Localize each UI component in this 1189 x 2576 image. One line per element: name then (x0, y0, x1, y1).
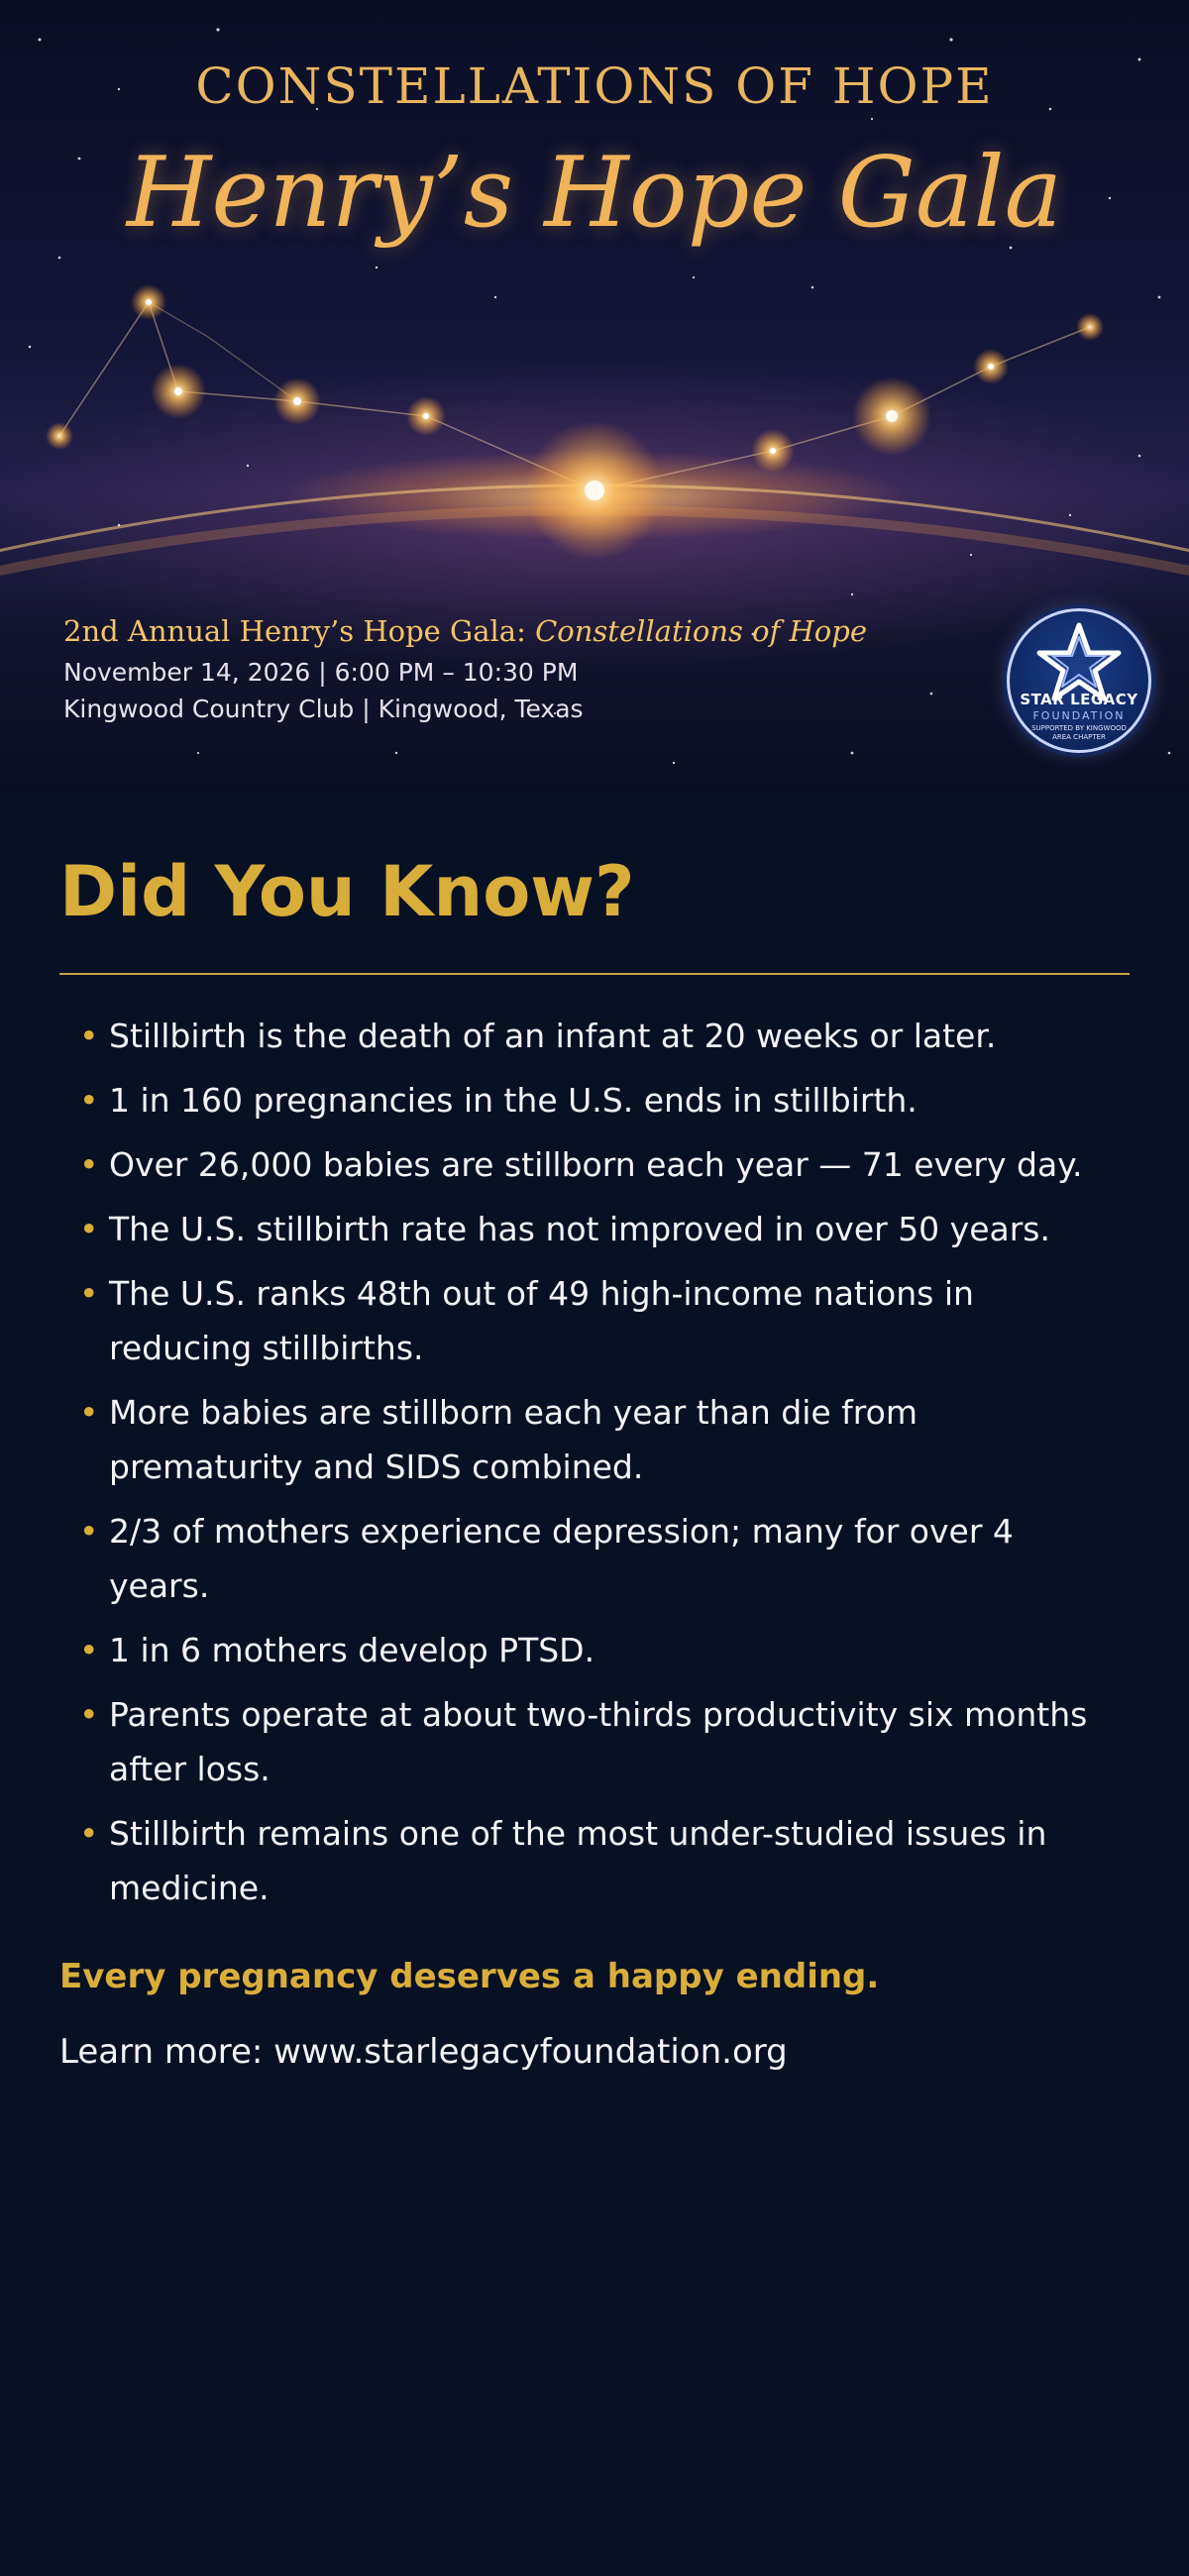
star-legacy-badge (1007, 608, 1151, 753)
fact-text: The U.S. stillbirth rate has not improved in over 50 years. (109, 1210, 1050, 1248)
fact-text: 1 in 6 mothers develop PTSD. (109, 1631, 595, 1669)
facts-list (59, 1009, 1130, 1915)
fact-text: 1 in 160 pregnancies in the U.S. ends in stillbirth. (109, 1081, 918, 1120)
bullet-icon: • (79, 1274, 99, 1313)
fact-text: Parents operate at about two-thirds productivity six months after loss. (109, 1695, 1088, 1788)
list-item (59, 1202, 1100, 1256)
list-item (59, 1266, 1100, 1375)
fact-text: More babies are stillborn each year than die from prematurity and SIDS combined. (109, 1393, 918, 1486)
bullet-icon: • (79, 1512, 99, 1551)
list-item (59, 1504, 1100, 1613)
event-name-theme: Constellations of Hope (535, 614, 867, 648)
hero-banner (0, 0, 1189, 793)
fact-text: Over 26,000 babies are stillborn each year — 71 every day. (109, 1145, 1083, 1184)
event-name (63, 614, 867, 648)
section-heading: Did You Know? (59, 851, 635, 932)
learn-more-link[interactable]: Learn more: www.starlegacyfoundation.org (59, 2032, 788, 2072)
hero-supertitle: CONSTELLATIONS OF HOPE (195, 57, 994, 115)
bullet-icon: • (79, 1081, 99, 1120)
badge-sub: FOUNDATION (1032, 709, 1126, 722)
fact-text: The U.S. ranks 48th out of 49 high-income nations in reducing stillbirths. (109, 1274, 974, 1367)
fact-text: 2/3 of mothers experience depression; many for over 4 years. (109, 1512, 1014, 1605)
badge-tiny: SUPPORTED BY KINGWOOD AREA CHAPTER (1031, 724, 1127, 741)
event-details (63, 614, 867, 731)
event-date-time: November 14, 2026 | 6:00 PM – 10:30 PM (63, 658, 579, 687)
tagline: Every pregnancy deserves a happy ending. (59, 1957, 880, 1996)
list-item (59, 1623, 1100, 1677)
bullet-icon: • (79, 1814, 99, 1853)
list-item (59, 1385, 1100, 1494)
list-item (59, 1687, 1100, 1796)
bullet-icon: • (79, 1210, 99, 1248)
bullet-icon: • (79, 1393, 99, 1432)
list-item (59, 1073, 1100, 1127)
fact-text: Stillbirth is the death of an infant at 20 weeks or later. (109, 1017, 997, 1055)
bullet-icon: • (79, 1145, 99, 1184)
badge-name: STAR LEGACY (1020, 691, 1138, 708)
list-item (59, 1009, 1100, 1063)
bullet-icon: • (79, 1695, 99, 1734)
event-name-prefix: 2nd Annual Henry’s Hope Gala: (63, 614, 536, 648)
divider (59, 973, 1130, 975)
fact-text: Stillbirth remains one of the most under-studied issues in medicine. (109, 1814, 1047, 1907)
bullet-icon: • (79, 1017, 99, 1055)
bullet-icon: • (79, 1631, 99, 1669)
event-location: Kingwood Country Club | Kingwood, Texas (63, 695, 584, 723)
hero-title: Henry’s Hope Gala (126, 137, 1063, 250)
list-item (59, 1806, 1100, 1915)
did-you-know-section (59, 793, 1130, 2072)
list-item (59, 1137, 1100, 1192)
